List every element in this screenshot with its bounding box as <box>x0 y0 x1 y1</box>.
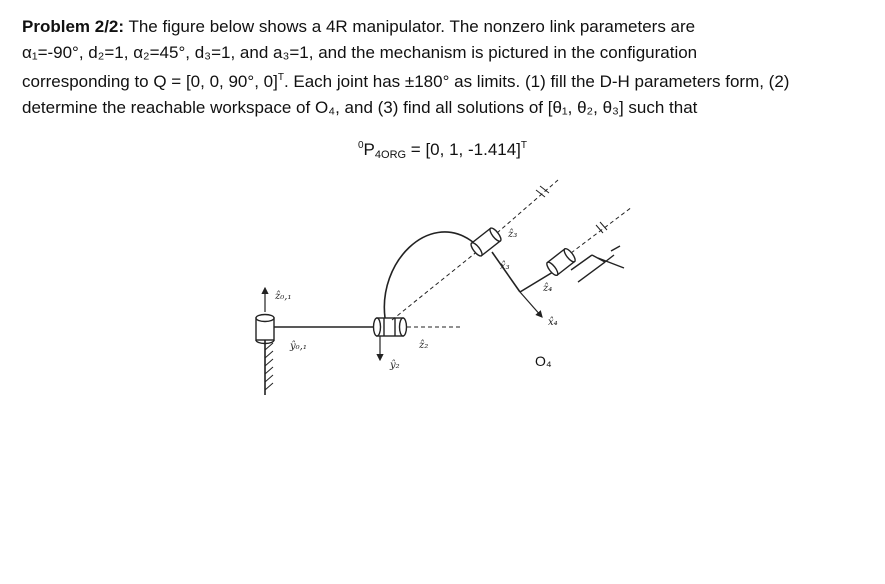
diagonal-dashed-line <box>392 246 484 320</box>
problem-line-4: determine the reachable workspace of O₄, and (3) find all solutions of [θ₁, θ₂, θ₃] such that <box>22 97 698 117</box>
target-p: P <box>363 140 375 159</box>
joint-2-cylinder <box>374 318 407 336</box>
z3-dashed-axis <box>497 180 558 233</box>
link-3a <box>492 252 520 292</box>
y2-label: ŷ₂ <box>390 360 400 371</box>
y01-label: ŷ₀,₁ <box>290 341 307 352</box>
z4-dashed-axis <box>571 207 632 253</box>
z3-label: ẑ₃ <box>508 229 518 240</box>
target-subscript: 4ORG <box>374 149 407 161</box>
z4-label: ẑ₄ <box>543 283 553 294</box>
ground-base <box>265 340 273 395</box>
target-frame-superscript: 0 <box>357 140 364 151</box>
problem-text-3a: corresponding to Q = [0, 0, 90°, 0] <box>22 72 278 91</box>
z01-label: ẑ₀,₁ <box>275 291 292 302</box>
target-transpose: T <box>520 140 528 151</box>
problem-text-3b: . Each joint has ±180° as limits. (1) fill the D-H parameters form, (2) <box>283 72 790 91</box>
problem-heading: Problem 2/2: <box>22 17 125 36</box>
problem-line-2: α₁=-90°, d₂=1, α₂=45°, d₃=1, and a₃=1, and the mechanism is pictured in the configuration <box>22 42 698 62</box>
z3-ticks <box>536 186 549 197</box>
x3-label: x̂₃ <box>500 261 510 272</box>
z4-ticks <box>596 222 607 233</box>
o4-label: O₄ <box>535 353 552 369</box>
target-vector: = [0, 1, -1.414] <box>406 140 521 159</box>
z2-label: ẑ₂ <box>419 340 429 351</box>
problem-text-1: The figure below shows a 4R manipulator. The nonzero link parameters are <box>124 17 696 36</box>
x4-label: x̂₄ <box>548 317 558 328</box>
joint-1-cylinder <box>256 315 274 344</box>
link-2-arc <box>384 232 484 318</box>
problem-text-3-sup: T <box>277 72 284 83</box>
end-effector <box>571 246 624 282</box>
joint-3-cylinder <box>469 226 502 257</box>
x4-axis-arrow <box>520 292 542 317</box>
